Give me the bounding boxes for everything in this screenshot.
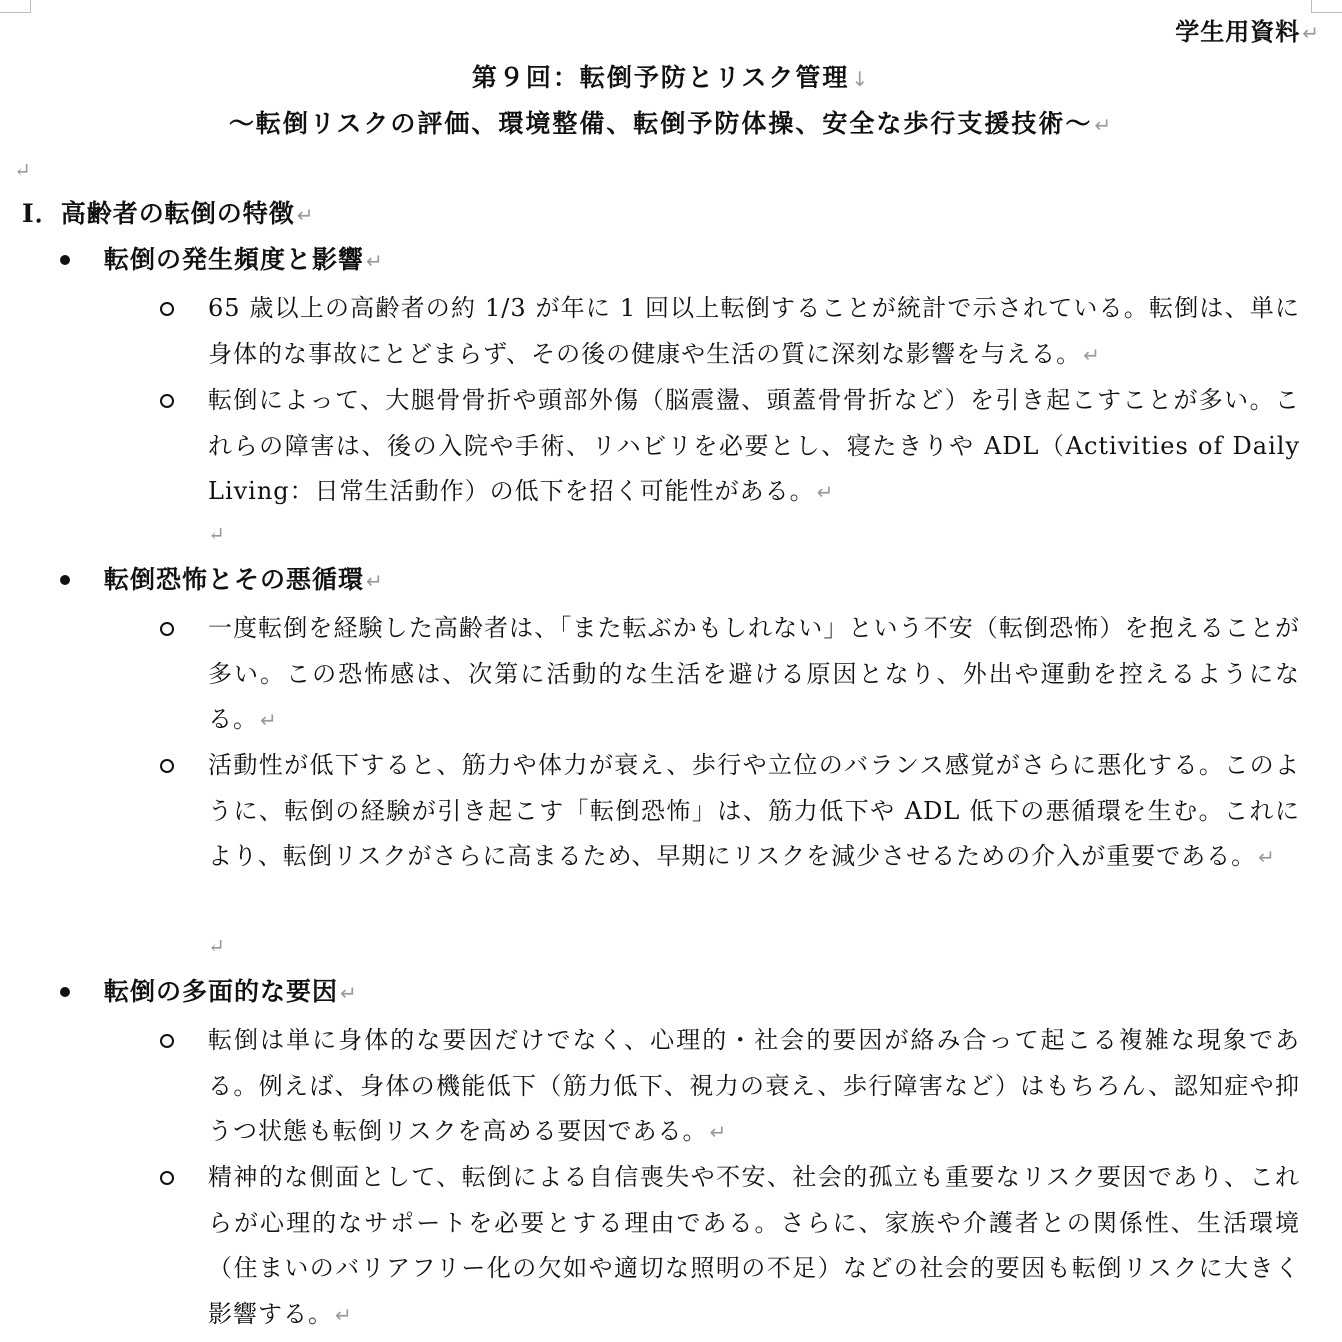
bullet-icon bbox=[60, 575, 70, 585]
hollow-bullet-icon bbox=[160, 759, 174, 773]
topic-heading-text: 転倒の発生頻度と影響 bbox=[104, 245, 365, 274]
hollow-bullet-icon bbox=[160, 394, 174, 408]
paragraph-mark-icon: ↵ bbox=[340, 981, 358, 1005]
paragraph-mark-icon: ↵ bbox=[366, 569, 384, 593]
list-item-text: 転倒によって、大腿骨骨折や頭部外傷（脳震盪、頭蓋骨骨折など）を引き起こすことが多い。これらの障害は、後の入院や手術、リハビリを必要とし、寝たきりや ADL（Activities of Daily Living：日常生活動作）の低下を招く可能性がある。 bbox=[208, 386, 1300, 506]
bullet-icon bbox=[60, 255, 70, 265]
document-label bbox=[1175, 12, 1320, 47]
paragraph-mark-icon: ↵ bbox=[1302, 21, 1320, 45]
list-item-text: 転倒は単に身体的な要因だけでなく、心理的・社会的要因が絡み合って起こる複雑な現象である。例えば、身体の機能低下（筋力低下、視力の衰え、歩行障害など）はもちろん、認知症や抑うつ状態も転倒リスクを高める要因である。 bbox=[208, 1026, 1300, 1146]
bullet-icon bbox=[60, 987, 70, 997]
paragraph-mark-icon: ↵ bbox=[260, 708, 278, 733]
hollow-bullet-icon bbox=[160, 622, 174, 636]
section-heading bbox=[22, 194, 314, 230]
empty-paragraph-mark-icon: ↵ bbox=[208, 522, 225, 546]
paragraph-mark-icon: ↵ bbox=[816, 480, 835, 505]
list-item bbox=[160, 743, 1300, 881]
hollow-bullet-icon bbox=[160, 1034, 174, 1048]
paragraph-mark-icon: ↵ bbox=[296, 203, 315, 227]
paragraph-mark-icon: ↵ bbox=[1258, 845, 1276, 870]
line-break-mark-icon: ↓ bbox=[851, 67, 871, 91]
page-subtitle bbox=[0, 104, 1342, 140]
list-item-text: 65 歳以上の高齢者の約 1/3 が年に 1 回以上転倒することが統計で示されている。転倒は、単に身体的な事故にとどまらず、その後の健康や生活の質に深刻な影響を与える。 bbox=[208, 294, 1300, 368]
list-item bbox=[160, 1155, 1300, 1338]
page-subtitle-text: ～転倒リスクの評価、環境整備、転倒予防体操、安全な歩行支援技術～ bbox=[228, 109, 1093, 138]
page-title bbox=[0, 58, 1342, 94]
list-item-text: 活動性が低下すると、筋力や体力が衰え、歩行や立位のバランス感覚がさらに悪化する。このように、転倒の経験が引き起こす「転倒恐怖」は、筋力低下や ADL 低下の悪循環を生む。これにより、転倒リスクがさらに高まるため、早期にリスクを減少させるための介入が重要である。 bbox=[208, 751, 1300, 871]
paragraph-mark-icon: ↵ bbox=[709, 1120, 728, 1145]
list-item bbox=[160, 378, 1300, 516]
list-item-text: 精神的な側面として、転倒による自信喪失や不安、社会的孤立も重要なリスク要因であり、これらが心理的なサポートを必要とする理由である。さらに、家族や介護者との関係性、生活環境（住まいのバリアフリー化の欠如や適切な照明の不足）などの社会的要因も転倒リスクに大きく影響する。 bbox=[208, 1163, 1300, 1328]
paragraph-mark-icon: ↵ bbox=[335, 1302, 353, 1327]
page-corner-marker-left bbox=[0, 0, 31, 13]
topic-heading-text: 転倒恐怖とその悪循環 bbox=[104, 565, 365, 594]
hollow-bullet-icon bbox=[160, 302, 174, 316]
paragraph-mark-icon: ↵ bbox=[366, 249, 384, 273]
topic-heading bbox=[60, 972, 358, 1008]
empty-paragraph-mark-icon: ↵ bbox=[14, 158, 31, 182]
page-title-text: 第９回：転倒予防とリスク管理 bbox=[471, 63, 850, 92]
hollow-bullet-icon bbox=[160, 1171, 174, 1185]
list-item bbox=[160, 286, 1300, 378]
list-item bbox=[160, 606, 1300, 744]
list-item bbox=[160, 1018, 1300, 1156]
topic-heading-text: 転倒の多面的な要因 bbox=[104, 977, 339, 1006]
paragraph-mark-icon: ↵ bbox=[1094, 113, 1114, 137]
paragraph-mark-icon: ↵ bbox=[1083, 342, 1101, 367]
list-item-text: 一度転倒を経験した高齢者は、「また転ぶかもしれない」という不安（転倒恐怖）を抱えることが多い。この恐怖感は、次第に活動的な生活を避ける原因となり、外出や運動を控えるようになる。 bbox=[208, 614, 1300, 734]
section-heading-text: Ⅰ．高齢者の転倒の特徴 bbox=[22, 199, 295, 228]
topic-heading bbox=[60, 560, 384, 596]
topic-heading bbox=[60, 240, 384, 276]
document-label-text: 学生用資料 bbox=[1175, 17, 1301, 46]
empty-paragraph-mark-icon: ↵ bbox=[208, 934, 225, 958]
